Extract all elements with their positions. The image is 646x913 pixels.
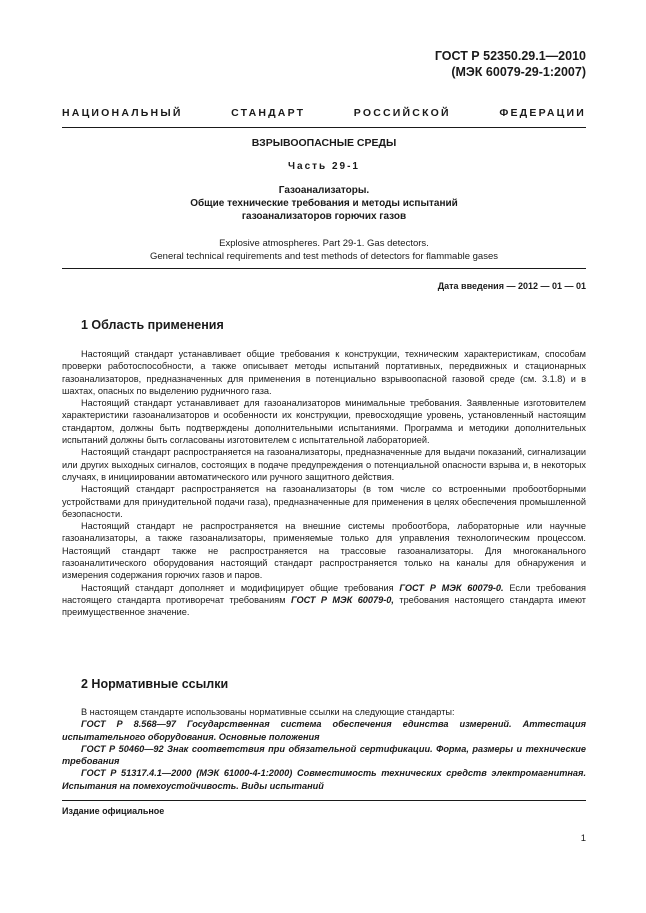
english-title (62, 237, 586, 263)
standard-reference: ГОСТ Р МЭК 60079-0. (399, 582, 504, 593)
national-standard-title: НАЦИОНАЛЬНЫЙ СТАНДАРТ РОССИЙСКОЙ ФЕДЕРАЦИИ (62, 107, 586, 119)
page-number: 1 (580, 833, 586, 844)
text: требования настоящего стандарта имеют преимущественное значение. (62, 594, 586, 618)
paragraph: В настоящем стандарте использованы нормативные ссылки на следующие стандарты: (81, 707, 455, 717)
reference-item: ГОСТ Р 51317.4.1—2000 (МЭК 61000-4-1:2000) Совместимость технических средств электромагнитная. Испытания на помехоустойчивость. Виды испытаний (62, 768, 586, 791)
section-1-body (62, 348, 586, 619)
english-title-line: Explosive atmospheres. Part 29-1. Gas detectors. (219, 238, 429, 249)
text: Настоящий стандарт дополняет и модифицирует общие требования (81, 582, 400, 593)
iec-number: (МЭК 60079-29-1:2007) (451, 65, 586, 79)
standard-reference: ГОСТ Р МЭК 60079-0, (290, 594, 394, 605)
introduction-date: Дата введения — 2012 — 01 — 01 (437, 281, 586, 291)
document-subtitle (62, 184, 586, 223)
section-2-body (62, 706, 586, 792)
reference-item: ГОСТ Р 50460—92 Знак соответствия при обязательной сертификации. Форма, размеры и технические требования (62, 743, 586, 767)
gost-header (435, 48, 586, 80)
subtitle-line: Общие технические требования и методы испытаний (190, 198, 458, 209)
paragraph: Настоящий стандарт распространяется на газоанализаторы, предназначенные для выдачи показаний, сигнализации или других выходных сигналов, состоящих в подаче предупреждения о потенциальной опасности взрыва и, в некоторых случаях, в инициировании автоматического или ручного защитного действия. (62, 447, 586, 482)
subtitle-line: газоанализаторов горючих газов (241, 211, 407, 222)
text: Если требования настоящего стандарта противоречат требованиям (62, 582, 586, 605)
paragraph: Настоящий стандарт устанавливает общие требования к конструкции, техническим характеристикам, способам проверки работоспособности, а также описывает методы испытаний портативных, передвижных и стационарных газоанализаторов, предназначенных для применения в потенциально взрывоопасной газовой среде (см. 3.1.8) и в шахтах, опасных по выделению рудничного газа. (62, 349, 586, 396)
reference-item: ГОСТ Р 8.568—97 Государственная система обеспечения единства измерений. Аттестация испытательного оборудования. Основные положения (62, 719, 586, 742)
document-part: Часть 29-1 (288, 161, 360, 172)
section-2-heading: 2 Нормативные ссылки (81, 677, 229, 691)
english-title-line: General technical requirements and test methods of detectors for flammable gases (150, 251, 498, 262)
paragraph: Настоящий стандарт не распространяется на внешние системы пробоотбора, лабораторные или научные газоанализаторы, а также газоанализаторы, применяемые только для управления технологическим процессом. Настоящий стандарт также не распространяется на трассовые газоанализаторы. Для многоканального газоаналитического оборудования настоящий стандарт распространяется только на каналы для обнаружения и измерения содержания горючих газов и паров. (62, 521, 586, 581)
paragraph-last (62, 582, 586, 619)
paragraph: Настоящий стандарт распространяется на газоанализаторы (в том числе со встроенными пробоотборными устройствами для принудительной подачи газа), предназначенные для применения в целях обеспечения промышленной безопасности. (62, 484, 586, 519)
top-divider (62, 127, 586, 128)
section-1-heading: 1 Область применения (81, 318, 224, 332)
edition-label: Издание официальное (62, 806, 165, 816)
title-divider (62, 268, 586, 269)
footer-divider (62, 800, 586, 801)
paragraph: Настоящий стандарт устанавливает для газоанализаторов минимальные требования. Заявленные изготовителем характеристики газоанализаторов и особенности их конструкции, превосходящие уровень, установленный настоящим стандартом, должны быть подтверждены дополнительными испытаниями. Программа и методики дополнительных испытаний должны быть согласованы изготовителем с испытательной лабораторией. (62, 398, 586, 446)
gost-number: ГОСТ Р 52350.29.1—2010 (434, 49, 586, 63)
subtitle-line: Газоанализаторы. (278, 185, 370, 196)
document-title: ВЗРЫВООПАСНЫЕ СРЕДЫ (251, 137, 397, 149)
